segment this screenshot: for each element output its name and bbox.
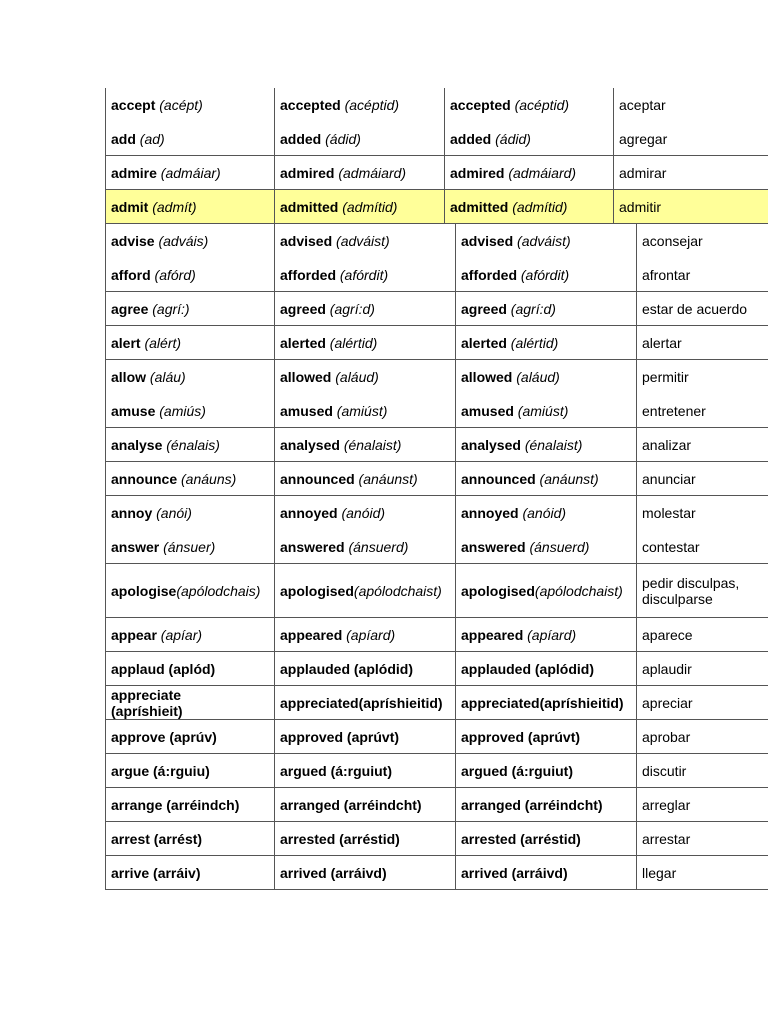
past-simple-cell xyxy=(274,369,455,385)
verb-table xyxy=(105,88,768,890)
translation-cell xyxy=(613,131,768,147)
pronunciation: (apólodchaist) xyxy=(353,583,442,599)
table-row xyxy=(105,564,768,618)
pronunciation: (apíar) xyxy=(156,627,203,643)
translation-cell xyxy=(636,865,768,881)
pronunciation: (amiúst) xyxy=(513,403,569,419)
pronunciation: (énalais) xyxy=(162,437,220,453)
translation-cell xyxy=(636,233,768,249)
verb-form: added xyxy=(450,131,492,147)
pronunciation: (agrí:) xyxy=(148,301,190,317)
pronunciation: (ánsuerd) xyxy=(344,539,409,555)
verb-form: added xyxy=(280,131,322,147)
infinitive-cell xyxy=(105,233,274,249)
infinitive-cell xyxy=(105,267,274,283)
pronunciation: (énalaist) xyxy=(339,437,402,453)
pronunciation: (aláud) xyxy=(331,369,379,385)
past-simple-cell xyxy=(274,797,455,813)
past-simple-cell xyxy=(274,267,455,283)
past-simple-cell xyxy=(274,729,455,745)
verb-form: approved (aprúvt) xyxy=(280,729,400,745)
past-simple-cell xyxy=(274,403,455,419)
verb-form: alerted xyxy=(280,335,326,351)
pronunciation: (énalaist) xyxy=(520,437,583,453)
verb-form: admit xyxy=(111,199,149,215)
pronunciation: (acéptid) xyxy=(510,97,570,113)
pronunciation: (alértid) xyxy=(506,335,559,351)
infinitive-cell xyxy=(105,403,274,419)
infinitive-cell xyxy=(105,539,274,555)
past-simple-cell xyxy=(274,97,444,113)
past-simple-cell xyxy=(274,199,444,215)
table-row xyxy=(105,462,768,496)
verb-form: appreciate (apríshieit) xyxy=(111,687,183,719)
verb-form: agree xyxy=(111,301,149,317)
translation-cell xyxy=(636,403,768,419)
past-simple-cell xyxy=(274,763,455,779)
verb-form: argued (á:rguiut) xyxy=(280,763,392,779)
pronunciation: (anóid) xyxy=(337,505,386,521)
past-participle-cell xyxy=(455,763,636,779)
verb-form: arrange (arréindch) xyxy=(111,797,240,813)
verb-form: applauded (aplódid) xyxy=(280,661,413,677)
infinitive-cell xyxy=(105,865,274,881)
verb-form: agreed xyxy=(461,301,507,317)
past-participle-cell xyxy=(455,233,636,249)
infinitive-cell xyxy=(105,583,274,599)
translation-text: alertar xyxy=(642,335,682,351)
verb-form: admired xyxy=(450,165,505,181)
infinitive-cell xyxy=(105,97,274,113)
table-row xyxy=(105,496,768,564)
infinitive-cell xyxy=(105,165,274,181)
pronunciation: (acépt) xyxy=(155,97,203,113)
translation-cell xyxy=(613,165,768,181)
verb-form: accept xyxy=(111,97,156,113)
verb-form: appreciated(apríshieitid) xyxy=(461,695,624,711)
verb-form: arranged (arréindcht) xyxy=(280,797,422,813)
past-participle-cell xyxy=(455,267,636,283)
pronunciation: (anói) xyxy=(152,505,192,521)
translation-text: aplaudir xyxy=(642,661,692,677)
translation-text: admitir xyxy=(619,199,662,215)
translation-cell xyxy=(613,199,768,215)
verb-form: allow xyxy=(111,369,147,385)
translation-cell xyxy=(636,729,768,745)
translation-cell xyxy=(636,661,768,677)
verb-form: amused xyxy=(461,403,514,419)
pronunciation: (afórdit) xyxy=(517,267,570,283)
table-row xyxy=(105,856,768,890)
verb-form: appear xyxy=(111,627,157,643)
verb-form: arrived (arráivd) xyxy=(280,865,387,881)
verb-form: announce xyxy=(111,471,178,487)
verb-form: approved (aprúvt) xyxy=(461,729,581,745)
translation-cell xyxy=(636,539,768,555)
verb-form: advise xyxy=(111,233,155,249)
past-participle-cell xyxy=(455,865,636,881)
translation-text: apreciar xyxy=(642,695,693,711)
pronunciation: (acéptid) xyxy=(340,97,400,113)
past-participle-cell xyxy=(455,695,636,711)
past-simple-cell xyxy=(274,539,455,555)
pronunciation: (amiúst) xyxy=(332,403,388,419)
pronunciation: (afórd) xyxy=(150,267,196,283)
infinitive-cell xyxy=(105,797,274,813)
past-simple-cell xyxy=(274,437,455,453)
verb-form: applauded (aplódid) xyxy=(461,661,594,677)
past-participle-cell xyxy=(455,505,636,521)
translation-text: contestar xyxy=(642,539,700,555)
table-row xyxy=(105,618,768,652)
verb-form: arranged (arréindcht) xyxy=(461,797,603,813)
table-row xyxy=(105,428,768,462)
verb-form: arrived (arráivd) xyxy=(461,865,568,881)
translation-text: analizar xyxy=(642,437,692,453)
verb-form: alert xyxy=(111,335,141,351)
table-row xyxy=(105,788,768,822)
pronunciation: (anáuns) xyxy=(177,471,237,487)
infinitive-cell xyxy=(105,729,274,745)
translation-text: pedir disculpas, disculparse xyxy=(642,575,740,607)
infinitive-cell xyxy=(105,687,274,719)
pronunciation: (ánsuerd) xyxy=(525,539,590,555)
translation-cell xyxy=(636,471,768,487)
verb-form: amused xyxy=(280,403,333,419)
pronunciation: (agrí:d) xyxy=(325,301,375,317)
translation-text: discutir xyxy=(642,763,687,779)
pronunciation: (ánsuer) xyxy=(159,539,216,555)
verb-form: analysed xyxy=(280,437,340,453)
infinitive-cell xyxy=(105,335,274,351)
translation-text: aparece xyxy=(642,627,693,643)
translation-cell xyxy=(636,695,768,711)
verb-form: advised xyxy=(280,233,333,249)
table-row xyxy=(105,686,768,720)
translation-cell xyxy=(636,797,768,813)
table-row xyxy=(105,822,768,856)
past-simple-cell xyxy=(274,335,455,351)
verb-form: amuse xyxy=(111,403,156,419)
past-participle-cell xyxy=(444,131,613,147)
past-participle-cell xyxy=(455,583,636,599)
table-row xyxy=(105,360,768,428)
verb-form: afforded xyxy=(461,267,517,283)
pronunciation: (adváist) xyxy=(332,233,390,249)
pronunciation: (admítid) xyxy=(508,199,568,215)
verb-form: arrest (arrést) xyxy=(111,831,203,847)
past-participle-cell xyxy=(444,97,613,113)
verb-form: admire xyxy=(111,165,157,181)
past-simple-cell xyxy=(274,471,455,487)
verb-form: announced xyxy=(461,471,536,487)
pronunciation: (admáiard) xyxy=(504,165,577,181)
past-participle-cell xyxy=(444,199,613,215)
translation-text: permitir xyxy=(642,369,689,385)
infinitive-cell xyxy=(105,301,274,317)
table-row xyxy=(105,88,768,156)
translation-text: arrestar xyxy=(642,831,691,847)
verb-form: agreed xyxy=(280,301,326,317)
pronunciation: (agrí:d) xyxy=(506,301,556,317)
translation-cell xyxy=(636,627,768,643)
pronunciation: (anóid) xyxy=(518,505,567,521)
past-simple-cell xyxy=(274,301,455,317)
verb-form: appreciated(apríshieitid) xyxy=(280,695,443,711)
verb-form: annoy xyxy=(111,505,153,521)
verb-form: analyse xyxy=(111,437,163,453)
infinitive-cell xyxy=(105,199,274,215)
pronunciation: (aláu) xyxy=(146,369,186,385)
pronunciation: (admáiar) xyxy=(156,165,221,181)
verb-form: annoyed xyxy=(280,505,338,521)
verb-form: argue (á:rguiu) xyxy=(111,763,210,779)
translation-text: molestar xyxy=(642,505,696,521)
pronunciation: (alértid) xyxy=(325,335,378,351)
infinitive-cell xyxy=(105,505,274,521)
pronunciation: (apíard) xyxy=(523,627,577,643)
translation-text: entretener xyxy=(642,403,706,419)
pronunciation: (ad) xyxy=(135,131,165,147)
verb-form: appeared xyxy=(461,627,524,643)
past-participle-cell xyxy=(455,831,636,847)
verb-form: accepted xyxy=(280,97,341,113)
infinitive-cell xyxy=(105,131,274,147)
translation-text: aceptar xyxy=(619,97,666,113)
past-participle-cell xyxy=(455,403,636,419)
translation-cell xyxy=(636,267,768,283)
verb-form: admitted xyxy=(280,199,339,215)
infinitive-cell xyxy=(105,437,274,453)
pronunciation: (apólodchais) xyxy=(176,583,261,599)
table-row xyxy=(105,292,768,326)
table-row xyxy=(105,190,768,224)
pronunciation: (apíard) xyxy=(342,627,396,643)
table-row xyxy=(105,754,768,788)
verb-form: advised xyxy=(461,233,514,249)
verb-form: apologised xyxy=(461,583,535,599)
past-participle-cell xyxy=(455,661,636,677)
verb-form: afford xyxy=(111,267,151,283)
past-participle-cell xyxy=(455,301,636,317)
verb-form: apologise xyxy=(111,583,177,599)
past-simple-cell xyxy=(274,661,455,677)
past-simple-cell xyxy=(274,831,455,847)
verb-form: annoyed xyxy=(461,505,519,521)
past-simple-cell xyxy=(274,695,455,711)
translation-cell xyxy=(636,437,768,453)
pronunciation: (admáiard) xyxy=(334,165,407,181)
translation-cell xyxy=(636,575,768,607)
translation-cell xyxy=(613,97,768,113)
past-participle-cell xyxy=(455,797,636,813)
verb-form: admitted xyxy=(450,199,509,215)
translation-cell xyxy=(636,831,768,847)
past-simple-cell xyxy=(274,583,455,599)
infinitive-cell xyxy=(105,661,274,677)
past-participle-cell xyxy=(444,165,613,181)
pronunciation: (amiús) xyxy=(155,403,206,419)
verb-form: approve (aprúv) xyxy=(111,729,217,745)
past-participle-cell xyxy=(455,335,636,351)
verb-form: allowed xyxy=(280,369,332,385)
pronunciation: (alért) xyxy=(140,335,182,351)
past-simple-cell xyxy=(274,233,455,249)
verb-form: arrested (arréstid) xyxy=(280,831,400,847)
pronunciation: (adváis) xyxy=(154,233,209,249)
verb-form: add xyxy=(111,131,136,147)
verb-form: answered xyxy=(280,539,345,555)
table-row xyxy=(105,652,768,686)
pronunciation: (ádid) xyxy=(321,131,361,147)
translation-text: admirar xyxy=(619,165,667,181)
verb-form: accepted xyxy=(450,97,511,113)
past-simple-cell xyxy=(274,505,455,521)
translation-text: llegar xyxy=(642,865,677,881)
table-row xyxy=(105,326,768,360)
translation-cell xyxy=(636,335,768,351)
past-participle-cell xyxy=(455,539,636,555)
verb-form: announced xyxy=(280,471,355,487)
infinitive-cell xyxy=(105,627,274,643)
translation-text: afrontar xyxy=(642,267,691,283)
verb-form: admired xyxy=(280,165,335,181)
translation-cell xyxy=(636,369,768,385)
translation-text: estar de acuerdo xyxy=(642,301,748,317)
pronunciation: (aláud) xyxy=(512,369,560,385)
pronunciation: (ádid) xyxy=(491,131,531,147)
pronunciation: (afórdit) xyxy=(336,267,389,283)
verb-form: appeared xyxy=(280,627,343,643)
past-participle-cell xyxy=(455,437,636,453)
past-participle-cell xyxy=(455,369,636,385)
translation-text: anunciar xyxy=(642,471,696,487)
pronunciation: (anáunst) xyxy=(354,471,418,487)
pronunciation: (admít) xyxy=(148,199,197,215)
table-row xyxy=(105,156,768,190)
past-simple-cell xyxy=(274,165,444,181)
verb-form: allowed xyxy=(461,369,513,385)
verb-form: answered xyxy=(461,539,526,555)
verb-form: alerted xyxy=(461,335,507,351)
pronunciation: (admítid) xyxy=(338,199,398,215)
past-simple-cell xyxy=(274,865,455,881)
verb-form: answer xyxy=(111,539,160,555)
verb-form: apologised xyxy=(280,583,354,599)
pronunciation: (apólodchaist) xyxy=(534,583,623,599)
past-participle-cell xyxy=(455,729,636,745)
translation-cell xyxy=(636,763,768,779)
verb-form: applaud (aplód) xyxy=(111,661,216,677)
past-simple-cell xyxy=(274,131,444,147)
translation-text: agregar xyxy=(619,131,668,147)
infinitive-cell xyxy=(105,369,274,385)
pronunciation: (anáunst) xyxy=(535,471,599,487)
pronunciation: (adváist) xyxy=(513,233,571,249)
infinitive-cell xyxy=(105,763,274,779)
verb-form: afforded xyxy=(280,267,336,283)
past-simple-cell xyxy=(274,627,455,643)
table-row xyxy=(105,224,768,292)
verb-form: arrested (arréstid) xyxy=(461,831,581,847)
verb-form: arrive (arráiv) xyxy=(111,865,201,881)
infinitive-cell xyxy=(105,471,274,487)
translation-cell xyxy=(636,301,768,317)
translation-cell xyxy=(636,505,768,521)
translation-text: aconsejar xyxy=(642,233,703,249)
verb-form: argued (á:rguiut) xyxy=(461,763,573,779)
past-participle-cell xyxy=(455,471,636,487)
infinitive-cell xyxy=(105,831,274,847)
translation-text: arreglar xyxy=(642,797,691,813)
table-row xyxy=(105,720,768,754)
past-participle-cell xyxy=(455,627,636,643)
verb-form: analysed xyxy=(461,437,521,453)
translation-text: aprobar xyxy=(642,729,691,745)
